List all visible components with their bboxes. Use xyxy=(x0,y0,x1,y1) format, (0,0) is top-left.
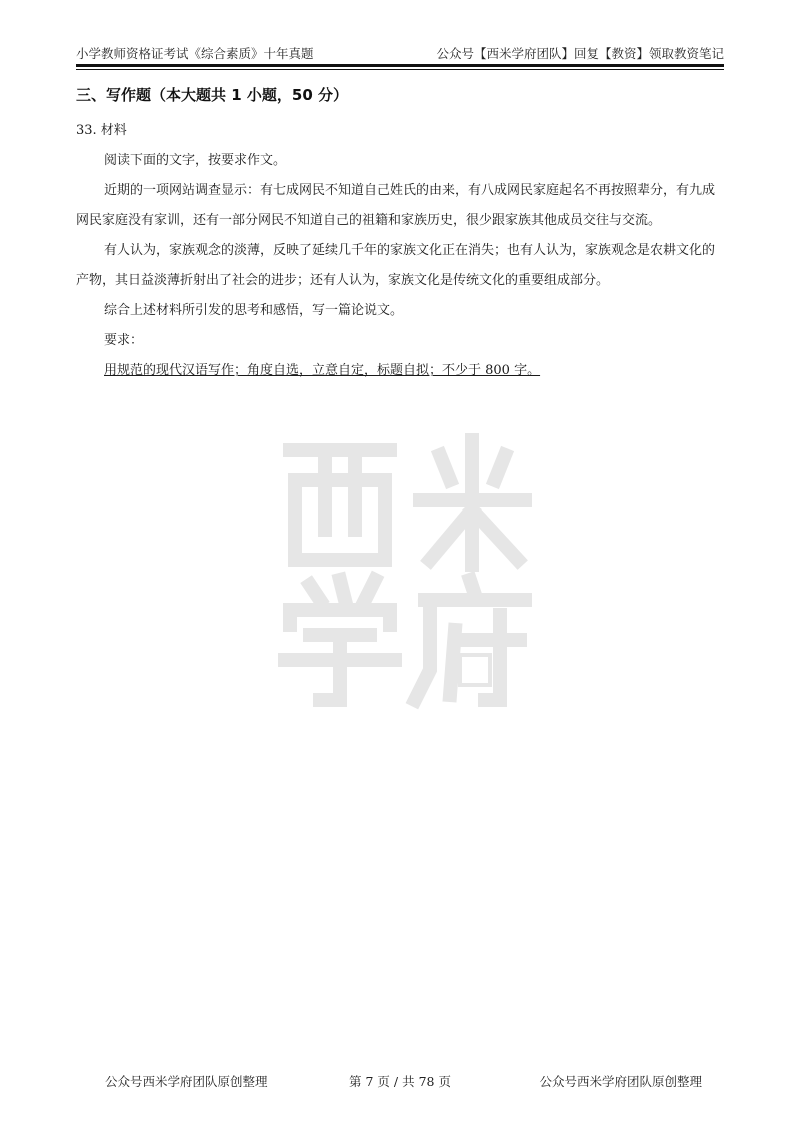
question-content xyxy=(76,116,724,386)
question-paragraph: 有人认为，家族观念的淡薄，反映了延续几千年的家族文化正在消失；也有人认为，家族观念是农耕文化的产物，其日益淡薄折射出了社会的进步；还有人认为，家族文化是传统文化的重要组成部分。 xyxy=(76,243,716,288)
header-rule-thin xyxy=(76,69,724,70)
requirement-text: 用规范的现代汉语写作；角度自选，立意自定，标题自拟；不少于 800 字。 xyxy=(104,363,541,378)
watermark-logo xyxy=(250,400,550,730)
footer-right-text: 公众号西米学府团队原创整理 xyxy=(539,1074,702,1089)
question-paragraph: 综合上述材料所引发的思考和感悟，写一篇论说文。 xyxy=(104,303,404,318)
question-paragraph: 阅读下面的文字，按要求作文。 xyxy=(104,153,287,168)
header-left-text: 小学教师资格证考试《综合素质》十年真题 xyxy=(76,46,314,61)
question-number: 33. 材料 xyxy=(76,123,127,138)
watermark-logo-graphic xyxy=(250,400,550,730)
header-right-text: 公众号【西米学府团队】回复【教资】领取教资笔记 xyxy=(436,46,724,61)
footer-left-text: 公众号西米学府团队原创整理 xyxy=(105,1074,268,1089)
page-header xyxy=(76,42,724,64)
section-title: 三、写作题（本大题共 1 小题，50 分） xyxy=(76,86,348,104)
page-number: 第 7 页 / 共 78 页 xyxy=(349,1074,451,1089)
requirement-label: 要求： xyxy=(104,333,144,348)
question-paragraph: 近期的一项网站调查显示：有七成网民不知道自己姓氏的由来，有八成网民家庭起名不再按照辈分，有九成网民家庭没有家训，还有一部分网民不知道自己的祖籍和家族历史，很少跟家族其他成员交往与交流。 xyxy=(76,183,716,228)
requirement-line xyxy=(76,356,724,386)
page-footer xyxy=(0,1072,800,1092)
header-rule-thick xyxy=(76,64,724,67)
